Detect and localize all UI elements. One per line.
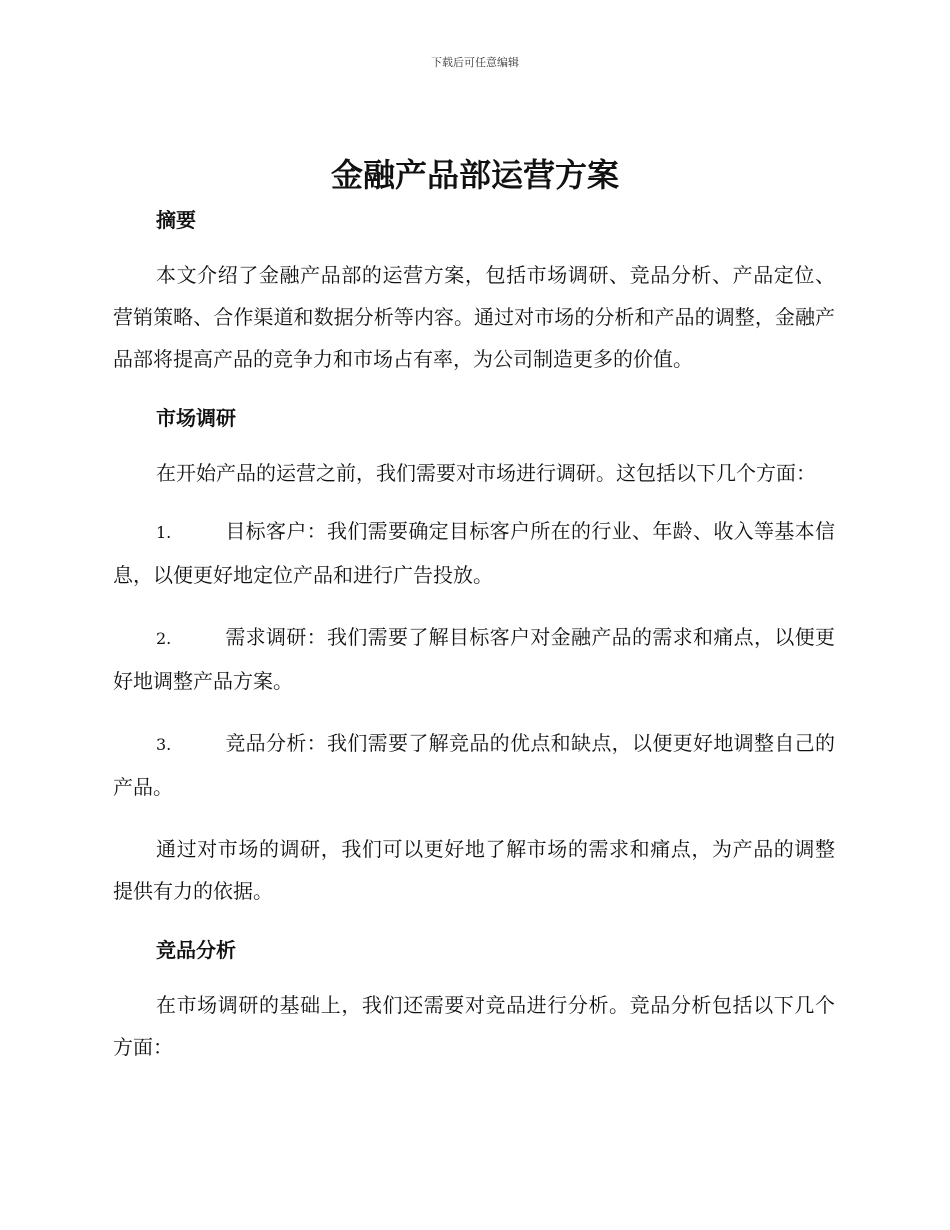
list-item-text: 目标客户：我们需要确定目标客户所在的行业、年龄、收入等基本信息，以便更好地定位产品和进行广告投放。 bbox=[113, 519, 835, 587]
market-research-intro: 在开始产品的运营之前，我们需要对市场进行调研。这包括以下几个方面： bbox=[156, 461, 816, 485]
market-research-conclusion: 通过对市场的调研，我们可以更好地了解市场的需求和痛点，为产品的调整提供有力的依据。 bbox=[113, 837, 835, 903]
section-heading-market-research: 市场调研 bbox=[156, 406, 236, 430]
section-heading-competitor-analysis: 竞品分析 bbox=[156, 938, 236, 962]
competitor-analysis-intro: 在市场调研的基础上，我们还需要对竞品进行分析。竞品分析包括以下几个方面： bbox=[113, 993, 835, 1059]
document-body bbox=[113, 202, 835, 1068]
list-item-number: 1. bbox=[156, 523, 172, 542]
list-item-text: 需求调研：我们需要了解目标客户对金融产品的需求和痛点，以便更好地调整产品方案。 bbox=[113, 625, 835, 693]
list-item bbox=[113, 616, 835, 702]
document-title: 金融产品部运营方案 bbox=[330, 156, 619, 194]
section-heading-abstract: 摘要 bbox=[156, 208, 196, 232]
list-item bbox=[113, 722, 835, 808]
header-note: 下载后可任意编辑 bbox=[431, 56, 519, 69]
list-item bbox=[113, 510, 835, 596]
list-item-text: 竞品分析：我们需要了解竞品的优点和缺点，以便更好地调整自己的产品。 bbox=[113, 731, 835, 799]
abstract-paragraph: 本文介绍了金融产品部的运营方案，包括市场调研、竞品分析、产品定位、营销策略、合作渠道和数据分析等内容。通过对市场的分析和产品的调整，金融产品部将提高产品的竞争力和市场占有率，为公司制造更多的价值。 bbox=[113, 263, 835, 371]
list-item-number: 2. bbox=[156, 629, 172, 648]
list-item-number: 3. bbox=[156, 735, 172, 754]
